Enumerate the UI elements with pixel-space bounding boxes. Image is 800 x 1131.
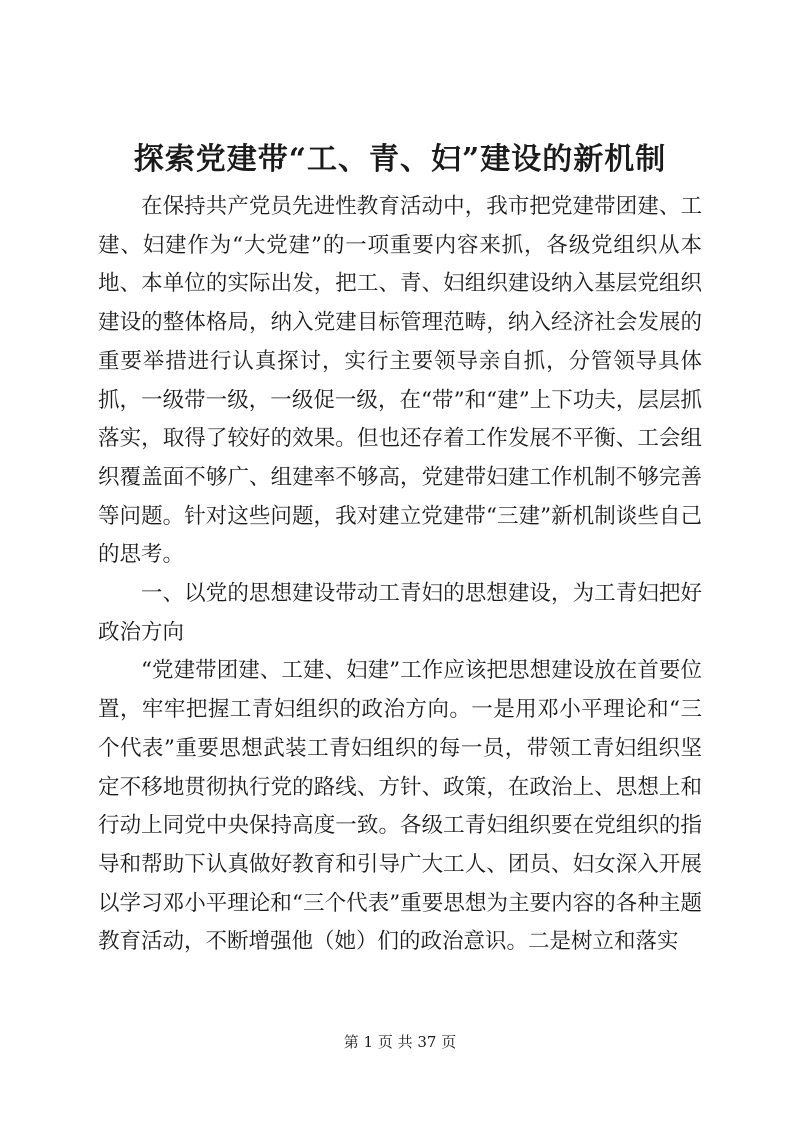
- paragraph: 在保持共产党员先进性教育活动中，我市把党建带团建、工建、妇建作为“大党建”的一项重要内容来抓，各级党组织从本地、本单位的实际出发，把工、青、妇组织建设纳入基层党组织建设的整体格局，纳入党建目标管理范畴，纳入经济社会发展的重要举措进行认真探讨，实行主要领导亲自抓，分管领导具体抓，一级带一级，一级促一级，在“带”和“建”上下功夫，层层抓落实，取得了较好的效果。但也还存着工作发展不平衡、工会组织覆盖面不够广、组建率不够高，党建带妇建工作机制不够完善等问题。针对这些问题，我对建立党建带“三建”新机制谈些自己的思考。: [98, 194, 702, 568]
- section-heading: 一、以党的思想建设带动工青妇的思想建设，为工青妇把好政治方向: [98, 581, 702, 645]
- page-number-footer: 第 1 页 共 37 页: [343, 1033, 457, 1051]
- document-body: [98, 188, 702, 962]
- document-title: 探索党建带“工、青、妇”建设的新机制: [133, 142, 667, 177]
- paragraph: “党建带团建、工建、妇建”工作应该把思想建设放在首要位置，牢牢把握工青妇组织的政治方向。一是用邓小平理论和“三个代表”重要思想武装工青妇组织的每一员，带领工青妇组织坚定不移地贯彻执行党的路线、方针、政策，在政治上、思想上和行动上同党中央保持高度一致。各级工青妇组织要在党组织的指导和帮助下认真做好教育和引导广大工人、团员、妇女深入开展以学习邓小平理论和“三个代表”重要思想为主要内容的各种主题教育活动，不断增强他（她）们的政治意识。二是树立和落实: [98, 658, 702, 955]
